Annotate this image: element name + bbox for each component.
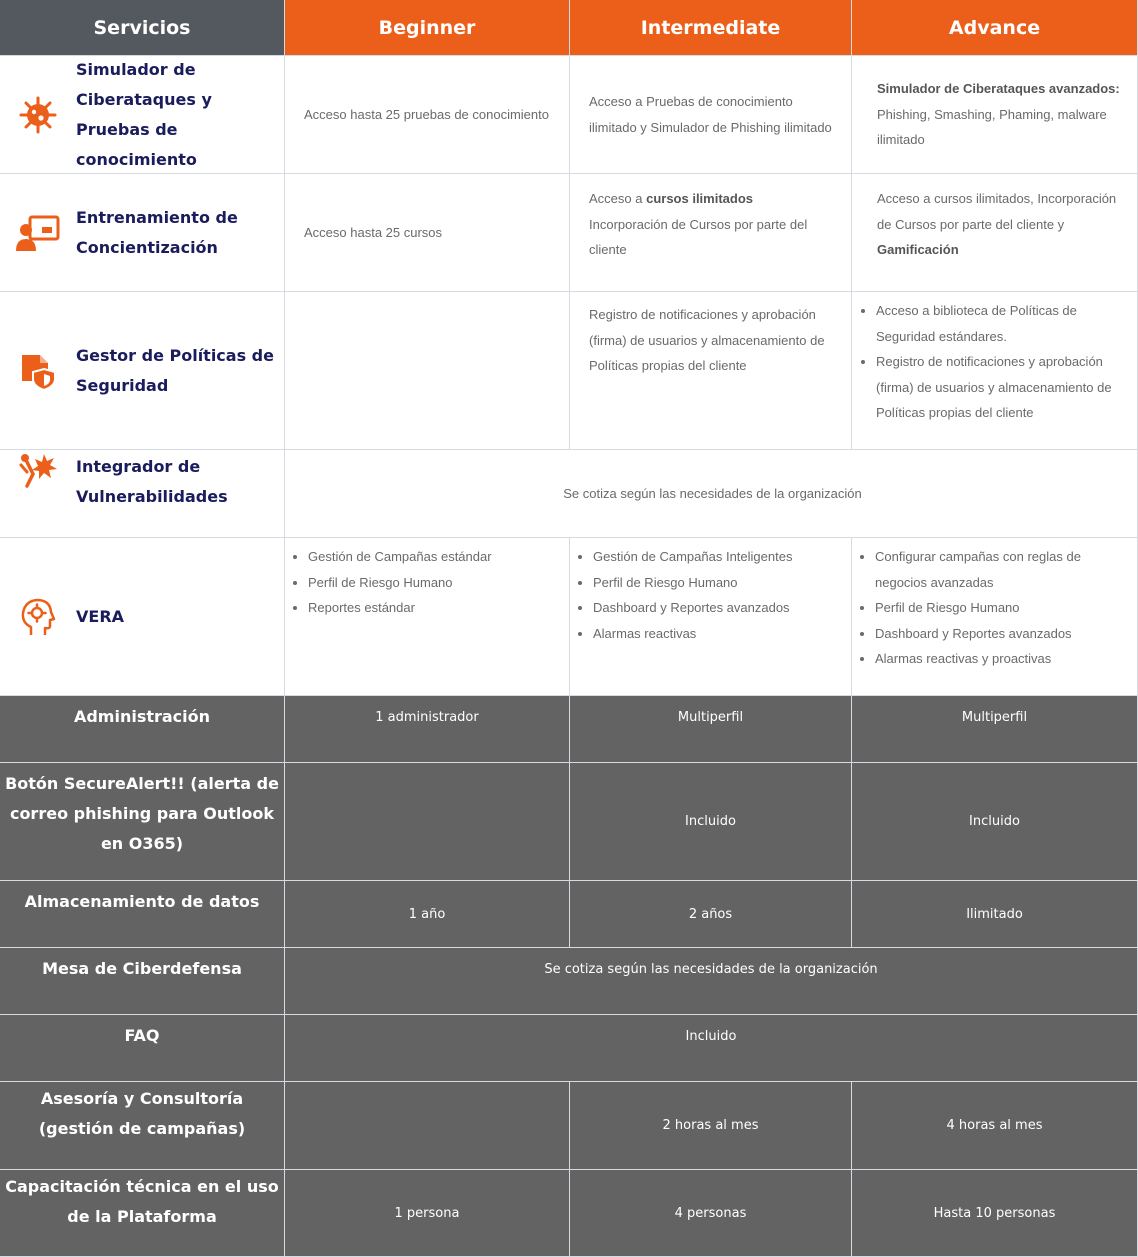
header-services — [0, 0, 285, 56]
list-item: • Registro de notificaciones y aprobación (firma) de usuarios y almacenamiento de Políticas propias del cliente — [876, 349, 1121, 426]
cell-text: Acceso a Pruebas de conocimiento ilimitado y Simulador de Phishing ilimitado — [589, 94, 832, 135]
vera-beginner-list — [288, 544, 492, 621]
securealert-beginner — [285, 763, 570, 881]
document-shield-icon — [16, 349, 60, 393]
cell-text: Registro de notificaciones y aprobación (firma) de usuarios y almacenamiento de Políticas propias del cliente — [589, 307, 825, 373]
virus-icon — [16, 93, 60, 137]
list-item: • Reportes estándar — [308, 595, 492, 621]
header-intermediate — [570, 0, 852, 56]
feature-label: Asesoría y Consultoría (gestión de campañas) — [38, 1089, 246, 1138]
head-gear-icon — [16, 595, 60, 639]
service-simulador — [0, 56, 285, 174]
header-services-label: Servicios — [93, 16, 191, 39]
cell-bold-text: Simulador de Ciberataques avanzados: — [877, 81, 1120, 97]
list-item: • Alarmas reactivas y proactivas — [875, 646, 1121, 672]
feature-mesa — [0, 948, 285, 1015]
list-item: • Perfil de Riesgo Humano — [875, 595, 1121, 621]
gestor-intermediate — [570, 292, 852, 450]
simulador-advance — [852, 56, 1138, 174]
list-item: • Dashboard y Reportes avanzados — [875, 621, 1121, 647]
list-item: • Gestión de Campañas estándar — [308, 544, 492, 570]
header-beginner-label: Beginner — [378, 16, 476, 39]
administracion-beginner — [285, 696, 570, 763]
faq-all-plans — [285, 1015, 1138, 1082]
list-item: • Perfil de Riesgo Humano — [308, 570, 492, 596]
list-item: • Acceso a biblioteca de Políticas de Seguridad estándares. — [876, 298, 1121, 349]
cell-text: 1 persona — [394, 1205, 460, 1221]
service-entrenamiento — [0, 174, 285, 292]
vera-beginner — [285, 538, 570, 696]
cell-text: 4 horas al mes — [946, 1118, 1043, 1133]
cell-text: Acceso hasta 25 pruebas de conocimiento — [304, 106, 549, 122]
entrenamiento-intermediate — [570, 174, 852, 292]
header-advance — [852, 0, 1138, 56]
asesoria-intermediate — [570, 1082, 852, 1170]
list-item: • Dashboard y Reportes avanzados — [593, 595, 792, 621]
header-intermediate-label: Intermediate — [640, 16, 781, 39]
mesa-all-plans — [285, 948, 1138, 1015]
simulador-beginner — [285, 56, 570, 174]
list-item: • Alarmas reactivas — [593, 621, 792, 647]
cell-text: 2 horas al mes — [662, 1118, 759, 1133]
cell-text — [877, 76, 1121, 153]
cell-bold-text: cursos ilimitados — [646, 191, 754, 206]
cell-text: 1 año — [408, 906, 446, 922]
service-label: VERA — [76, 606, 125, 626]
integrador-all-plans — [285, 450, 1138, 538]
cell-text: Incluido — [685, 1029, 737, 1044]
feature-faq — [0, 1015, 285, 1082]
feature-label: Mesa de Ciberdefensa — [42, 959, 242, 978]
feature-capacitacion — [0, 1170, 285, 1257]
cell-text-rest: Incorporación de Cursos por parte del cliente — [589, 216, 808, 257]
feature-label: Botón SecureAlert!! (alerta de correo phishing para Outlook en O365) — [5, 774, 279, 853]
almacenamiento-advance — [852, 881, 1138, 948]
feature-label: Almacenamiento de datos — [24, 892, 260, 911]
service-gestor — [0, 292, 285, 450]
service-label: Integrador de Vulnerabilidades — [76, 457, 228, 506]
feature-asesoria — [0, 1082, 285, 1170]
list-item: • Configurar campañas con reglas de negocios avanzadas — [875, 544, 1121, 595]
feature-label: Administración — [73, 707, 211, 726]
service-label: Simulador de Ciberataques y Pruebas de conocimiento — [76, 59, 212, 169]
capacitacion-beginner — [285, 1170, 570, 1257]
cell-text: Se cotiza según las necesidades de la organización — [544, 962, 878, 977]
cell-text: Multiperfil — [677, 710, 744, 725]
cell-text: 1 administrador — [375, 710, 479, 725]
cell-text: 2 años — [688, 906, 733, 922]
list-item: • Perfil de Riesgo Humano — [593, 570, 792, 596]
administracion-intermediate — [570, 696, 852, 763]
header-advance-label: Advance — [948, 16, 1041, 39]
entrenamiento-beginner — [285, 174, 570, 292]
gestor-advance-list — [856, 298, 1121, 426]
cell-text — [589, 186, 835, 263]
list-item: • Gestión de Campañas Inteligentes — [593, 544, 792, 570]
cell-text: Acceso hasta 25 cursos — [304, 224, 443, 240]
cell-text: Hasta 10 personas — [933, 1205, 1056, 1221]
asesoria-advance — [852, 1082, 1138, 1170]
header-beginner — [285, 0, 570, 56]
asesoria-beginner — [285, 1082, 570, 1170]
cell-text: Ilimitado — [966, 906, 1023, 922]
service-vera — [0, 538, 285, 696]
securealert-advance — [852, 763, 1138, 881]
cell-text — [877, 186, 1121, 263]
cell-text: Multiperfil — [961, 710, 1028, 725]
administracion-advance — [852, 696, 1138, 763]
feature-securealert — [0, 763, 285, 881]
cell-text-rest: Phishing, Smashing, Phaming, malware ilimitado — [877, 106, 1107, 148]
securealert-intermediate — [570, 763, 852, 881]
vera-advance — [852, 538, 1138, 696]
bug-hit-icon — [16, 452, 60, 496]
vera-intermediate — [570, 538, 852, 696]
almacenamiento-beginner — [285, 881, 570, 948]
almacenamiento-intermediate — [570, 881, 852, 948]
cell-bold-text: Gamificación — [877, 242, 959, 257]
service-label: Entrenamiento de Concientización — [76, 207, 238, 257]
simulador-intermediate — [570, 56, 852, 174]
service-integrador — [0, 450, 285, 538]
gestor-advance — [852, 292, 1138, 450]
cell-text: 4 personas — [674, 1205, 747, 1221]
feature-almacenamiento — [0, 881, 285, 948]
service-label: Gestor de Políticas de Seguridad — [76, 345, 274, 395]
capacitacion-intermediate — [570, 1170, 852, 1257]
capacitacion-advance — [852, 1170, 1138, 1257]
feature-label: FAQ — [124, 1026, 160, 1045]
feature-administracion — [0, 696, 285, 763]
cell-text-pre: Acceso a cursos ilimitados, Incorporación de Cursos por parte del cliente y — [877, 191, 1117, 232]
gestor-beginner — [285, 292, 570, 450]
feature-label: Capacitación técnica en el uso de la Plataforma — [5, 1177, 279, 1226]
cell-text: Se cotiza según las necesidades de la organización — [563, 485, 862, 501]
cell-text-pre: Acceso a — [589, 191, 647, 206]
cell-text: Incluido — [685, 814, 736, 829]
cell-text: Incluido — [969, 814, 1020, 829]
vera-advance-list — [855, 544, 1121, 672]
entrenamiento-advance — [852, 174, 1138, 292]
presenter-screen-icon — [16, 211, 60, 255]
vera-intermediate-list — [573, 544, 792, 646]
